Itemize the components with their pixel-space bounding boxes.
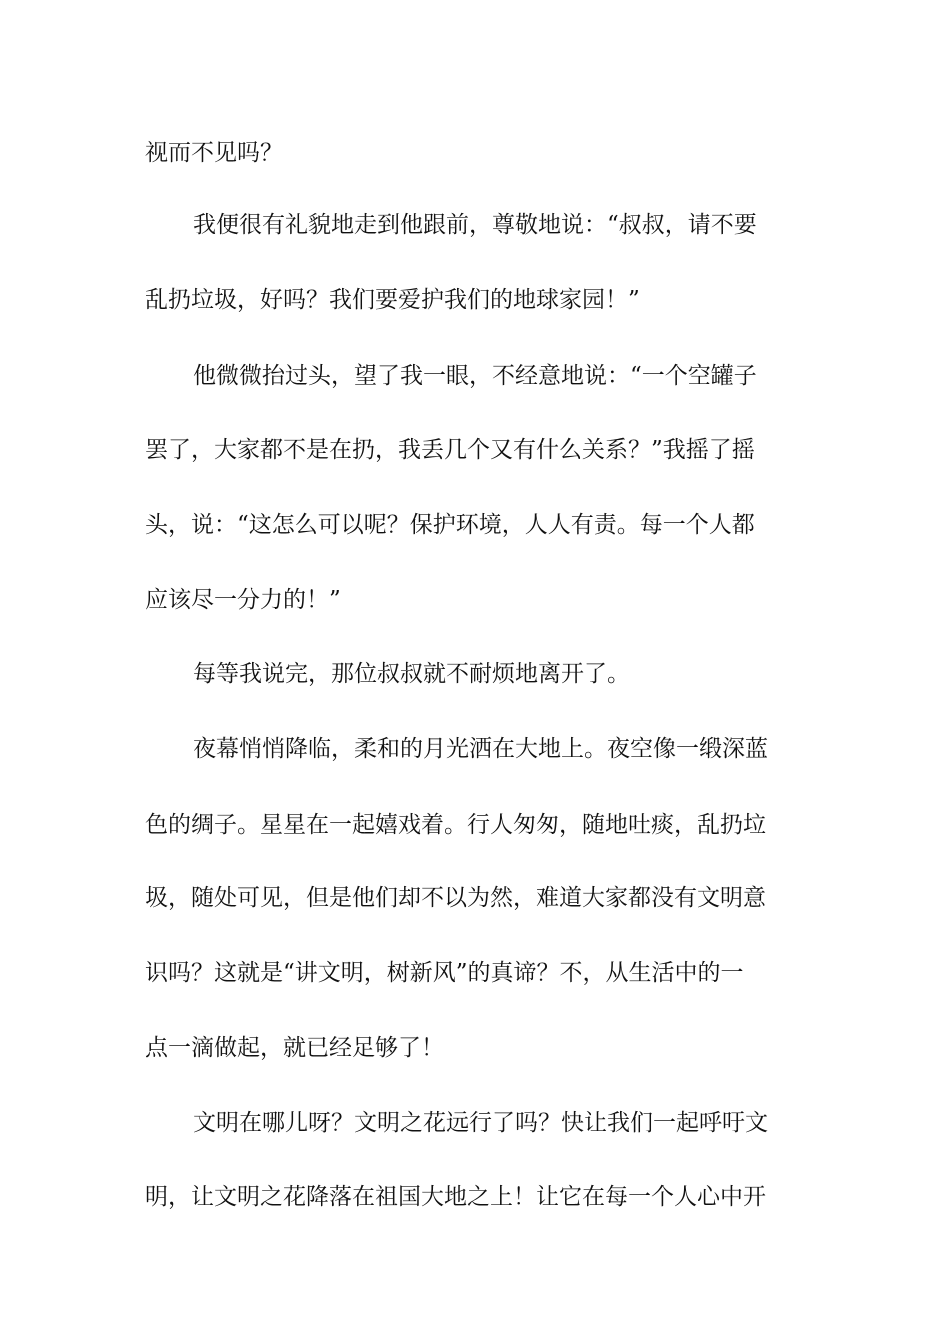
text-line-3: 乱扔垃圾，好吗？我们要爱护我们的地球家园！” xyxy=(145,287,640,313)
text-line-2: 我便很有礼貌地走到他跟前，尊敬地说：“叔叔，请不要 xyxy=(193,212,757,238)
text-line-6: 头，说：“这怎么可以呢？保护环境，人人有责。每一个人都 xyxy=(145,512,755,538)
text-line-11: 圾，随处可见，但是他们却不以为然，难道大家都没有文明意 xyxy=(145,885,766,911)
text-line-8: 每等我说完，那位叔叔就不耐烦地离开了。 xyxy=(193,661,630,687)
text-line-9: 夜幕悄悄降临，柔和的月光洒在大地上。夜空像一缎深蓝 xyxy=(193,736,768,762)
text-line-5: 罢了，大家都不是在扔，我丢几个又有什么关系？”我摇了摇 xyxy=(145,437,755,463)
text-line-7: 应该尽一分力的！” xyxy=(145,587,341,613)
text-line-14: 文明在哪儿呀？文明之花远行了吗？快让我们一起呼吁文 xyxy=(193,1110,768,1136)
text-line-13: 点一滴做起，就已经足够了！ xyxy=(145,1035,444,1061)
text-line-12: 识吗？这就是“讲文明，树新风”的真谛？不，从生活中的一 xyxy=(145,960,744,986)
text-line-15: 明，让文明之花降落在祖国大地之上！让它在每一个人心中开 xyxy=(145,1184,766,1210)
text-line-4: 他微微抬过头，望了我一眼，不经意地说：“一个空罐子 xyxy=(193,363,757,389)
text-line-10: 色的绸子。星星在一起嬉戏着。行人匆匆，随地吐痰，乱扔垃 xyxy=(145,812,766,838)
text-line-1: 视而不见吗？ xyxy=(145,140,283,166)
